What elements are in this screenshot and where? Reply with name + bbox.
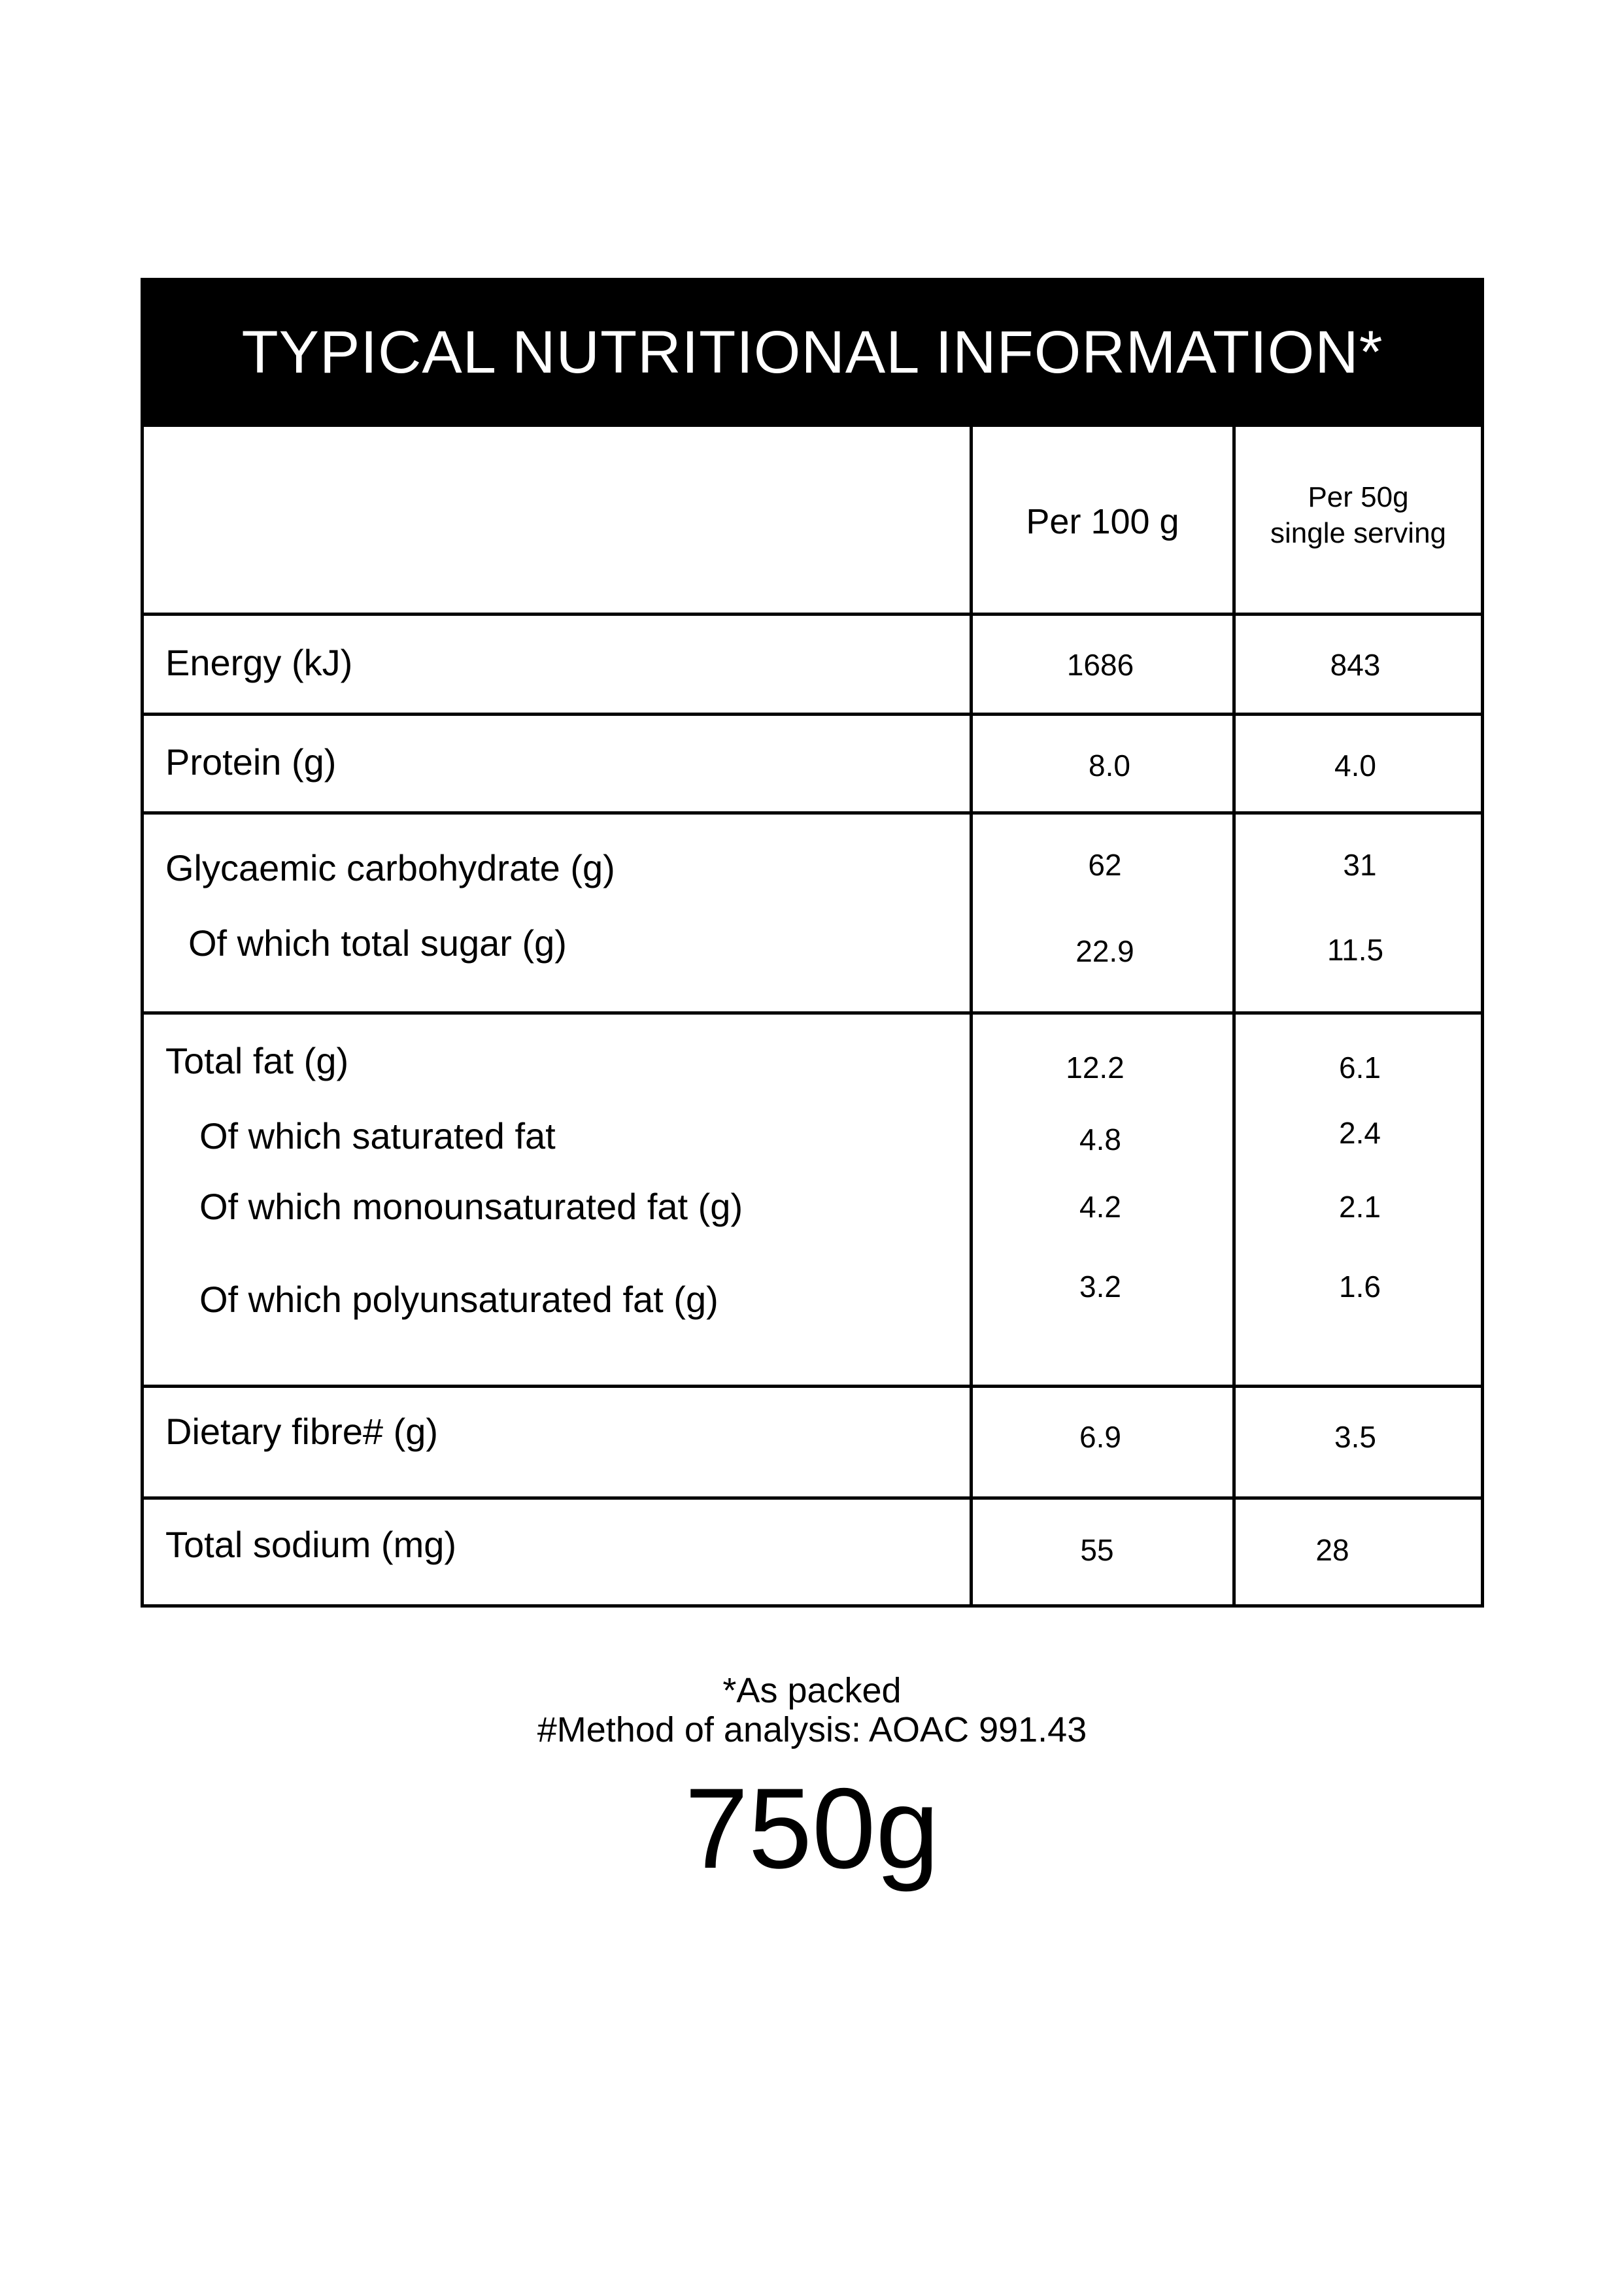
row-label-saturated-fat: Of which saturated fat [199, 1115, 556, 1156]
row-label-protein: Protein (g) [165, 741, 337, 783]
value-energy-per100: 1686 [1066, 648, 1134, 682]
value-total-sodium-per100: 55 [1080, 1533, 1114, 1567]
divider [144, 1011, 1481, 1015]
value-saturated-fat-per50: 2.4 [1339, 1116, 1381, 1150]
value-polyunsaturated-fat-per100: 3.2 [1079, 1270, 1121, 1304]
divider [144, 1385, 1481, 1388]
value-total-sodium-per50: 28 [1315, 1533, 1349, 1567]
value-total-fat-per50: 6.1 [1339, 1051, 1381, 1085]
row-label-dietary-fibre: Dietary fibre# (g) [165, 1411, 439, 1452]
row-label-total-sugar: Of which total sugar (g) [188, 922, 567, 964]
row-label-carbohydrate: Glycaemic carbohydrate (g) [165, 847, 615, 888]
row-label-total-fat: Total fat (g) [165, 1040, 349, 1081]
divider [144, 424, 1481, 427]
header-per-50g: Per 50g [1308, 481, 1409, 513]
divider [144, 811, 1481, 815]
value-protein-per50: 4.0 [1334, 749, 1376, 783]
header-per-100g: Per 100 g [1026, 502, 1179, 541]
nutrition-table [141, 278, 1484, 1608]
value-saturated-fat-per100: 4.8 [1079, 1122, 1121, 1156]
row-label-polyunsaturated-fat: Of which polyunsaturated fat (g) [199, 1279, 719, 1320]
value-total-sugar-per50: 11.5 [1327, 933, 1384, 967]
row-label-total-sodium: Total sodium (mg) [165, 1524, 457, 1565]
divider [144, 1496, 1481, 1500]
value-polyunsaturated-fat-per50: 1.6 [1339, 1270, 1381, 1304]
value-monounsaturated-fat-per50: 2.1 [1339, 1190, 1381, 1224]
column-divider [1232, 424, 1236, 1604]
value-total-sugar-per100: 22.9 [1075, 934, 1134, 968]
divider [144, 613, 1481, 616]
value-protein-per100: 8.0 [1089, 749, 1130, 783]
row-label-energy: Energy (kJ) [165, 642, 353, 683]
value-monounsaturated-fat-per100: 4.2 [1079, 1190, 1121, 1224]
value-dietary-fibre-per50: 3.5 [1334, 1420, 1376, 1454]
footnote-as-packed: *As packed [722, 1671, 902, 1710]
footnote-method: #Method of analysis: AOAC 991.43 [537, 1710, 1087, 1749]
table-title: TYPICAL NUTRITIONAL INFORMATION* [144, 281, 1481, 424]
net-weight: 750g [685, 1765, 939, 1893]
value-carbohydrate-per50: 31 [1343, 848, 1377, 882]
header-single-serving: single serving [1270, 517, 1447, 549]
value-dietary-fibre-per100: 6.9 [1079, 1420, 1121, 1454]
column-divider [970, 424, 973, 1604]
divider [144, 713, 1481, 716]
value-energy-per50: 843 [1330, 648, 1381, 682]
row-label-monounsaturated-fat: Of which monounsaturated fat (g) [199, 1186, 743, 1227]
value-carbohydrate-per100: 62 [1088, 848, 1122, 882]
value-total-fat-per100: 12.2 [1066, 1051, 1125, 1085]
